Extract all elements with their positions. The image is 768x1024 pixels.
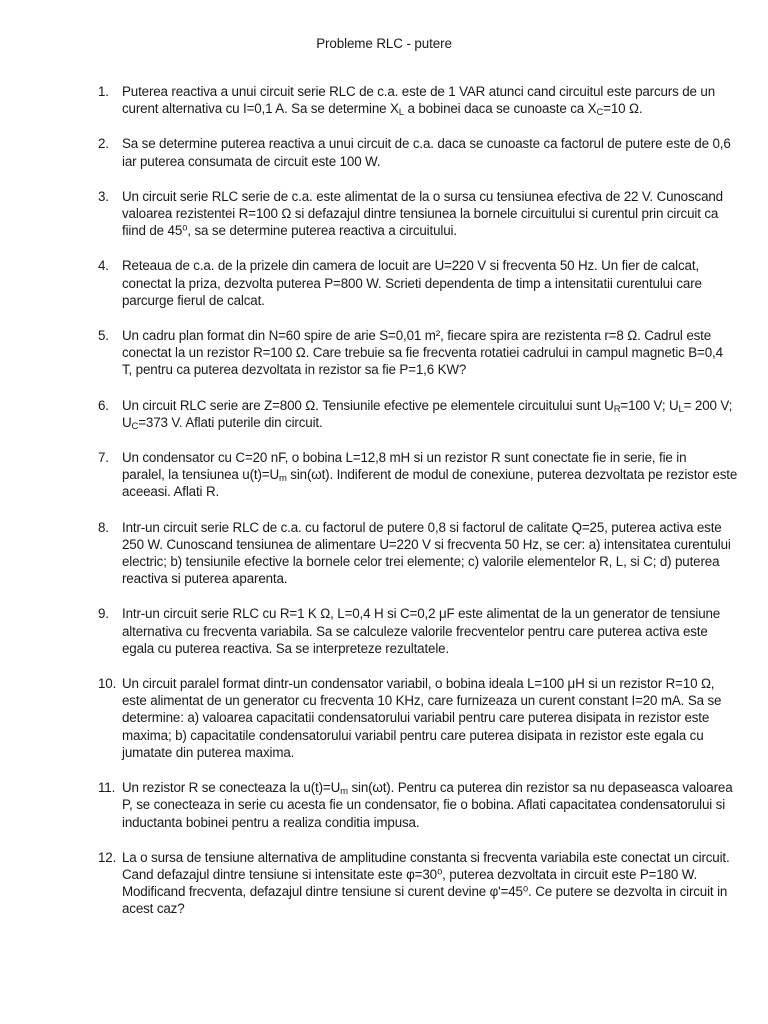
problem-text-line: valoarea rezistentei R=100 Ω si defazajul dintre tensiunea la bornele circuitului si curentul prin circuit ca — [122, 206, 719, 222]
problem-text-line: $U_C=373$ V. Aflati puterile din circuit. — [122, 414, 323, 432]
problem-text-line: inductanta bobinei pentru a realiza conditia impusa. — [122, 814, 420, 830]
problem-item — [98, 675, 722, 761]
problem-number: 1. — [98, 84, 109, 99]
problem-text — [122, 519, 731, 588]
problem-text — [122, 135, 731, 169]
problem-text — [122, 849, 730, 918]
problem-text-line: Intr-un circuit serie RLC cu R=1 K Ω, L=0,4 H si C=0,2 μF este alimentat de la un generator de tensiune — [122, 606, 721, 622]
problem-text — [122, 605, 721, 657]
problem-number: 12. — [98, 849, 117, 865]
problem-text-line: iar puterea consumata de circuit este 100 W. — [122, 153, 381, 169]
problem-number: 6. — [98, 397, 109, 413]
problem-item — [98, 188, 723, 240]
problem-text-line: acest caz? — [122, 901, 185, 917]
problem-text — [122, 675, 722, 761]
problem-text — [122, 257, 716, 309]
problem-number: 2. — [98, 136, 109, 152]
problem-text-line: La o sursa de tensiune alternativa de amplitudine constanta si frecventa variabila este conectat un circuit. — [122, 849, 730, 865]
problem-text-line: parcurge fierul de calcat. — [122, 292, 265, 308]
problem-text-line: Sa se determine puterea reactiva a unui circuit de c.a. daca se cunoaste ca factorul de putere este de 0,6 — [122, 136, 731, 152]
problem-text-line: Cand defazajul dintre tensiune si intensitate este φ=30⁰, puterea dezvoltata in circuit este P=180 W. — [122, 866, 698, 882]
problem-text-line: Un rezistor R se conecteaza la $u(t)=U_m$ sin(ωt). Pentru ca puterea din rezistor sa nu depaseasca valoarea — [122, 780, 733, 798]
problem-text-line: reactiva si puterea aparenta. — [122, 571, 288, 587]
problem-text-line: Un circuit paralel format dintr-un condensator variabil, o bobina ideala L=100 μH si un rezistor R=10 Ω, — [122, 676, 715, 692]
problem-text-line: electric; b) tensiunile efective la bornele celor trei elemente; c) valorile elementelor R, L, si C; d) puterea — [122, 554, 720, 570]
problem-text — [122, 449, 738, 501]
problem-text — [122, 83, 716, 117]
problem-text-line: conectat la priza, dezvolta puterea P=800 W. Scrieti dependenta de timp a intensitatii curentului care — [122, 275, 702, 291]
problem-number: 4. — [98, 258, 109, 274]
problem-text-line: Reteaua de c.a. de la prizele din camera de locuit are U=220 V si frecventa 50 Hz. Un fier de calcat, — [122, 258, 699, 274]
problem-text-line: maxima; b) capacitatile condensatorului variabil pentru care puterea disipata in rezistor este egala cu — [122, 727, 704, 743]
problem-text-line: este alimentat de un generator cu frecventa 10 KHz, care furnizeaza un curent constant I=20 mA. Sa se — [122, 693, 722, 709]
problem-text-line: Un condensator cu C=20 nF, o bobina L=12,8 mH si un rezistor R sunt conectate fie in serie, fie in — [122, 450, 687, 466]
problem-text-line: T, pentru ca puterea dezvoltata in rezistor sa fie P=1,6 KW? — [122, 362, 467, 378]
problem-item — [98, 519, 731, 588]
problem-text-line: jumatate din puterea maxima. — [122, 744, 295, 760]
problem-text — [122, 779, 733, 831]
problem-number: 5. — [98, 328, 109, 344]
problem-text-line: determine: a) valoarea capacitatii condensatorului variabil pentru care puterea disipata in rezistor este — [122, 710, 710, 726]
problem-text-line: Un cadru plan format din N=60 spire de arie S=0,01 m², fiecare spira are rezistenta r=8 Ω. Cadrul este — [122, 328, 712, 344]
problem-text — [122, 188, 723, 240]
problem-item — [98, 83, 716, 117]
problem-text-line: egala cu puterea reactiva. Sa se interpreteze rezultatele. — [122, 640, 450, 656]
problem-item — [98, 397, 733, 432]
problem-text-line: Intr-un circuit serie RLC de c.a. cu factorul de putere 0,8 si factorul de calitate Q=25, puterea activa este — [122, 519, 722, 535]
problem-text-line: paralel, la tensiunea $u(t)=U_m$ sin(ωt). Indiferent de modul de conexiune, puterea dezvoltata pe rezistor este — [122, 467, 738, 485]
problem-item — [98, 257, 716, 309]
problem-text-line: aceeasi. Aflati R. — [122, 484, 220, 500]
problem-text-line: Modificand frecventa, defazajul dintre tensiune si curent devine φ'=45⁰. Ce putere se dezvolta in circuit in — [122, 884, 728, 900]
problem-text-line: Un circuit serie RLC serie de c.a. este alimentat de la o sursa cu tensiunea efectiva de 22 V. Cunoscand — [122, 188, 723, 204]
problem-number: 7. — [98, 450, 109, 466]
problem-text-line: curent alternativa cu I=0,1 A. Sa se determine $X_L$ a bobinei daca se cunoaste ca $X_C=10$ Ω. — [122, 101, 643, 119]
problem-item — [98, 605, 721, 657]
problem-number: 10. — [98, 676, 117, 692]
problem-text-line: fiind de 45⁰, sa se determine puterea reactiva a circuitului. — [122, 223, 457, 239]
problem-text-line: alternativa cu frecventa variabila. Sa se calculeze valorile frecventelor pentru care puterea activa este — [122, 623, 708, 639]
problem-number: 9. — [98, 606, 109, 622]
problem-number: 11. — [98, 780, 116, 796]
page-title: Probleme RLC - putere — [316, 36, 452, 51]
problem-item — [98, 135, 731, 169]
problem-text — [122, 397, 733, 432]
problem-text-line: Un circuit RLC serie are Z=800 Ω. Tensiunile efective pe elementele circuitului sunt $U_R=100$ V; $U_L= 200$ V; — [122, 397, 733, 415]
problem-text-line: Puterea reactiva a unui circuit serie RLC de c.a. este de 1 VAR atunci cand circuitul este parcurs de un — [122, 84, 715, 99]
problem-item — [98, 327, 723, 379]
problem-text — [122, 327, 723, 379]
problem-item — [98, 449, 738, 501]
problem-text-line: P, se conecteaza in serie cu acesta fie un condensator, fie o bobina. Aflati capacitatea condensatorului si — [122, 797, 726, 813]
problem-text-line: conectat la un rezistor R=100 Ω. Care trebuie sa fie frecventa rotatiei cadrului in campul magnetic B=0,4 — [122, 345, 723, 361]
problem-list — [98, 83, 738, 936]
problem-item — [98, 849, 730, 918]
problem-item — [98, 779, 733, 831]
problem-number: 3. — [98, 188, 109, 204]
problem-text-line: 250 W. Cunoscand tensiunea de alimentare U=220 V si frecventa 50 Hz, se cer: a) intensitatea curentului — [122, 536, 731, 552]
problem-number: 8. — [98, 519, 109, 535]
